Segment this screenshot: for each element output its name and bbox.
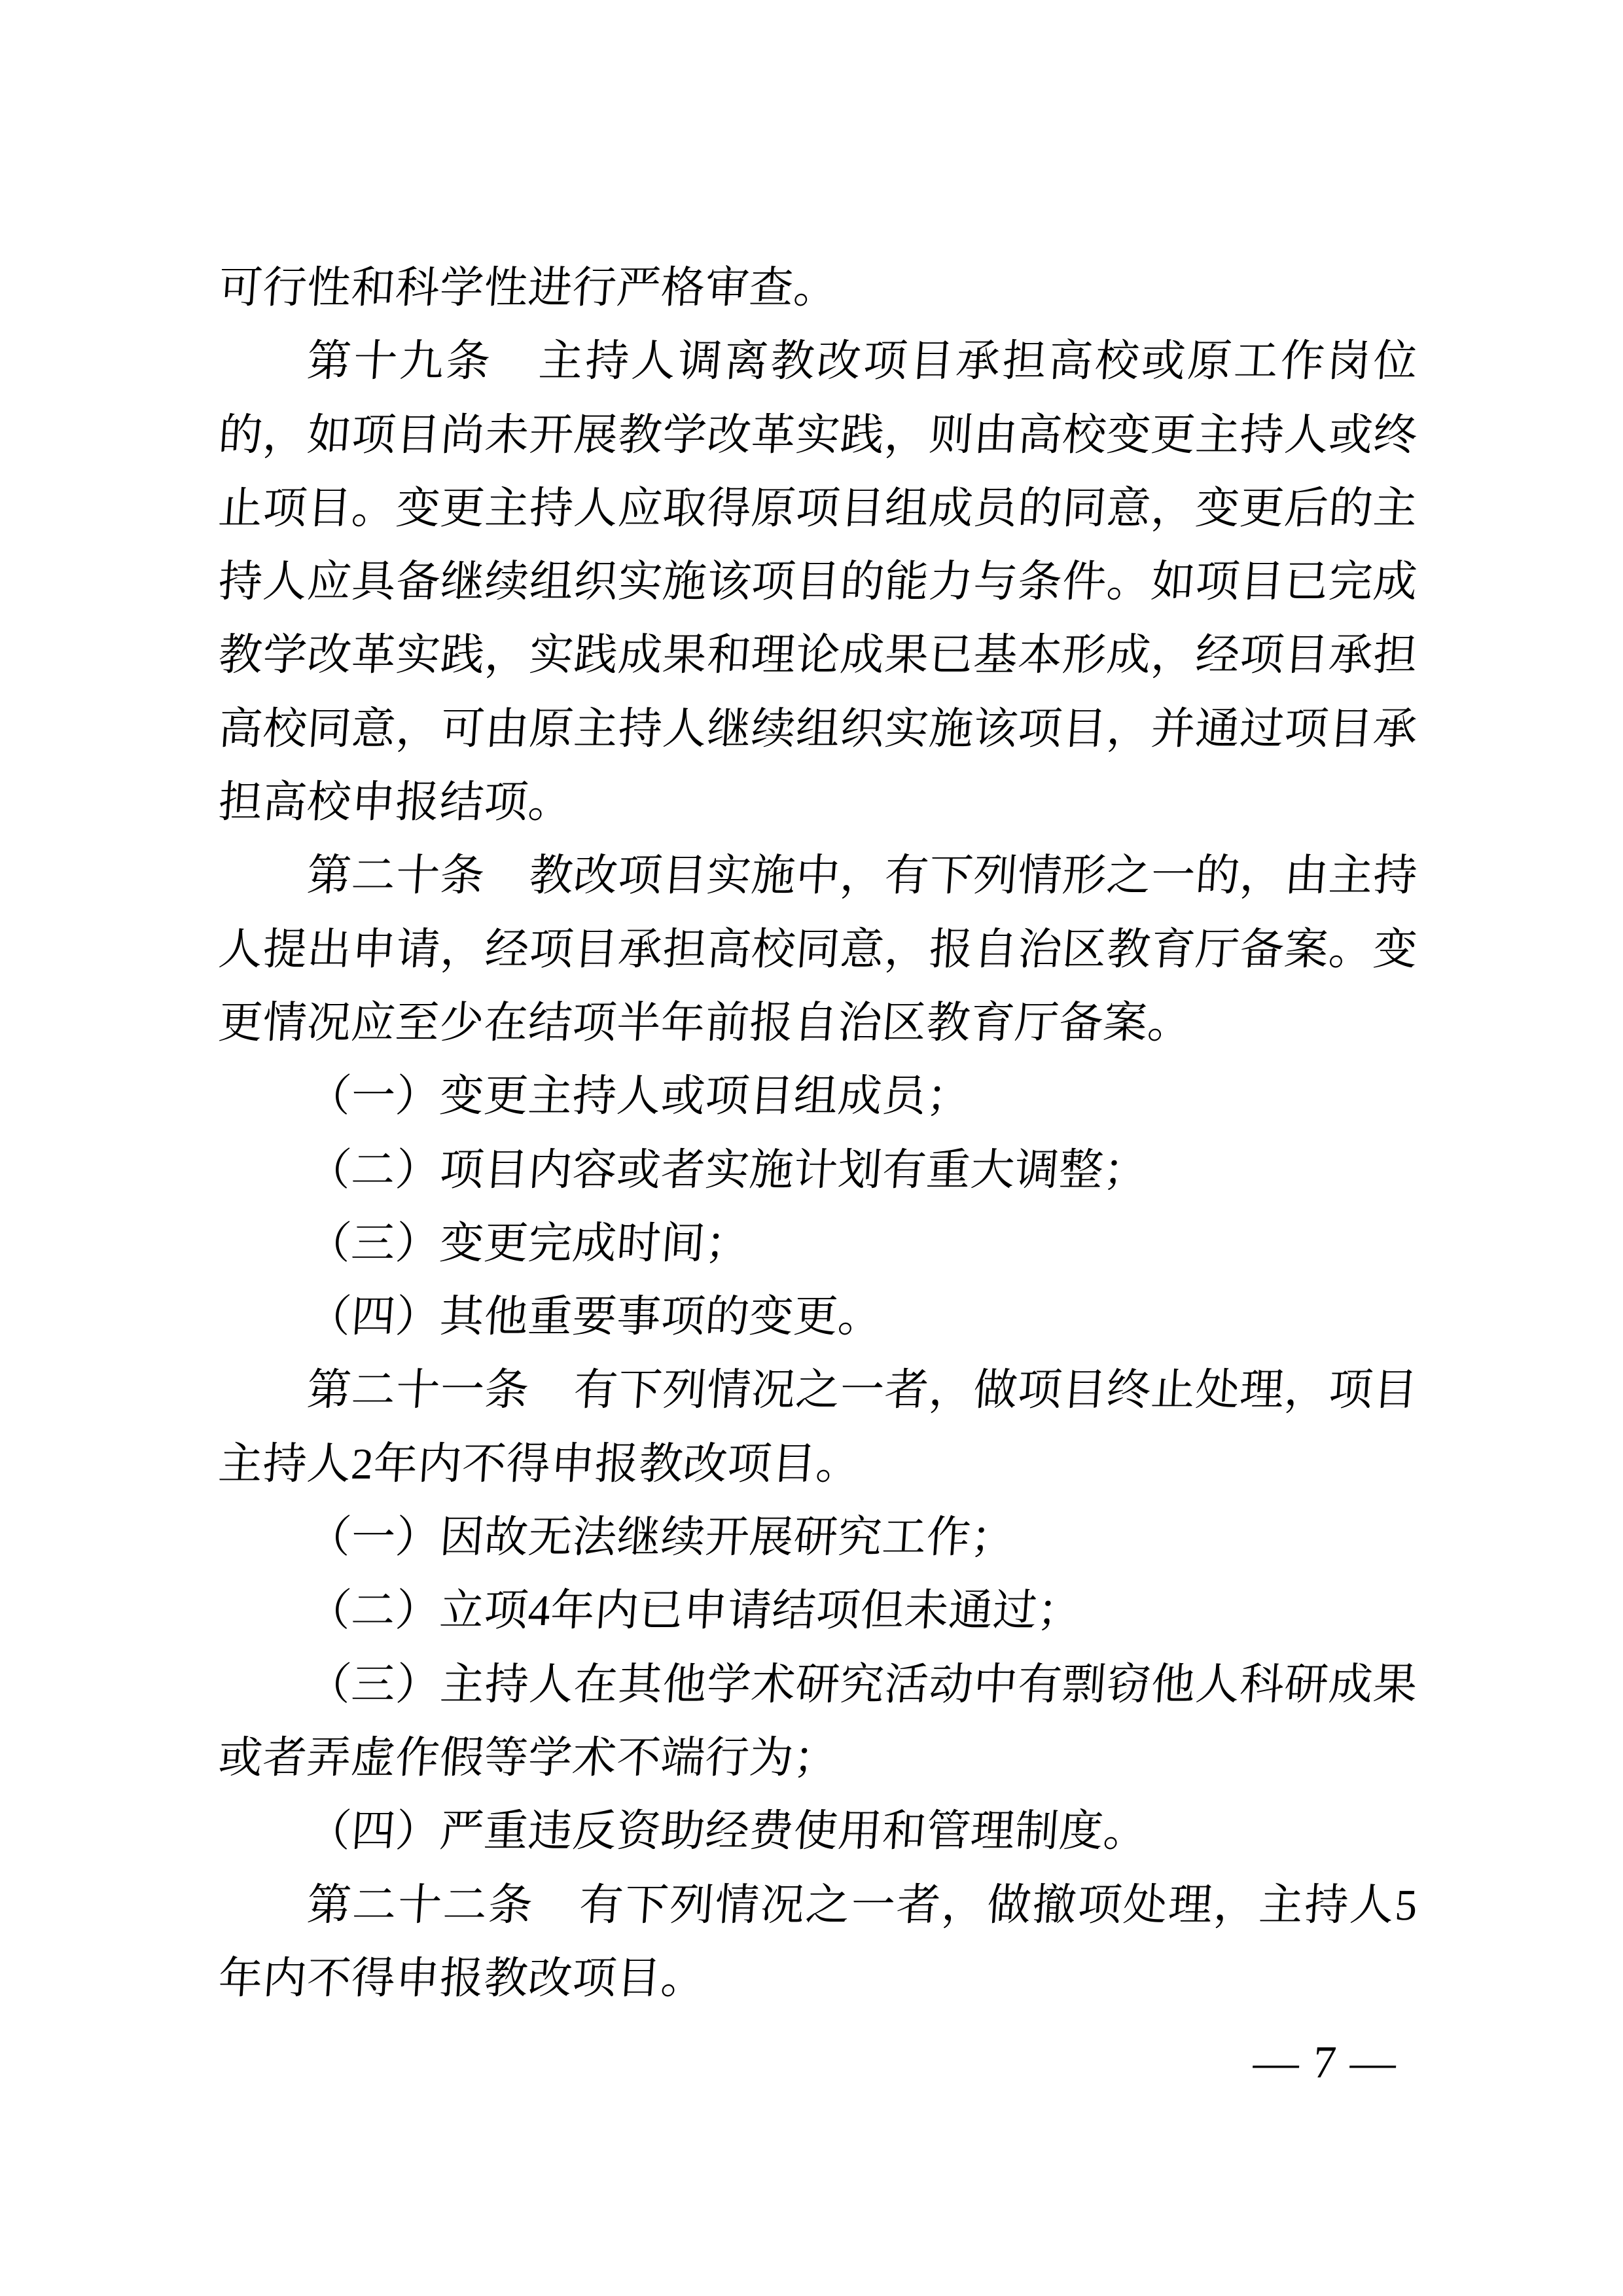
list-item-line: （二）项目内容或者实施计划有重大调整； — [305, 1145, 1150, 1194]
list-item-line: （三）主持人在其他学术研究活动中有剽窃他人科研成果 — [305, 1660, 1419, 1709]
text-line: 主持人2年内不得申报教改项目。 — [217, 1439, 863, 1488]
text-line: 人提出申请，经项目承担高校同意，报自治区教育厅备案。变 — [217, 925, 1419, 974]
list-item-line: （一）因故无法继续开展研究工作； — [305, 1513, 1017, 1562]
text-line: 第二十条 教改项目实施中，有下列情形之一的，由主持 — [305, 852, 1419, 901]
text-line: 可行性和科学性进行严格审查。 — [217, 264, 840, 312]
text-line: 持人应具备继续组织实施该项目的能力与条件。如项目已完成 — [217, 558, 1419, 607]
list-item-line: （三）变更完成时间； — [305, 1219, 751, 1268]
text-line: 年内不得申报教改项目。 — [217, 1954, 707, 2003]
text-line: 第二十一条 有下列情况之一者，做项目终止处理，项目 — [305, 1366, 1419, 1415]
text-line: 高校同意，可由原主持人继续组织实施该项目，并通过项目承 — [217, 704, 1419, 753]
text-line: 或者弄虚作假等学术不端行为； — [217, 1733, 840, 1782]
text-line: 教学改革实践，实践成果和理论成果已基本形成，经项目承担 — [217, 631, 1419, 680]
text-line: 止项目。变更主持人应取得原项目组成员的同意，变更后的主 — [217, 484, 1419, 533]
list-item-line: （二）立项4年内已申请结项但未通过； — [305, 1587, 1084, 1636]
text-line: 更情况应至少在结项半年前报自治区教育厅备案。 — [217, 998, 1194, 1047]
list-item-line: （四）严重违反资助经费使用和管理制度。 — [305, 1807, 1150, 1856]
document-body — [219, 251, 1418, 2015]
text-line: 第二十二条 有下列情况之一者，做撤项处理，主持人5 — [305, 1880, 1419, 1929]
page-number: — 7 — — [1251, 2037, 1399, 2088]
text-line: 担高校申报结项。 — [217, 778, 575, 827]
text-line: 的，如项目尚未开展教学改革实践，则由高校变更主持人或终 — [217, 410, 1419, 459]
list-item-line: （四）其他重要事项的变更。 — [305, 1293, 884, 1342]
text-line: 第十九条 主持人调离教改项目承担高校或原工作岗位 — [305, 337, 1419, 386]
list-item-line: （一）变更主持人或项目组成员； — [305, 1072, 972, 1121]
